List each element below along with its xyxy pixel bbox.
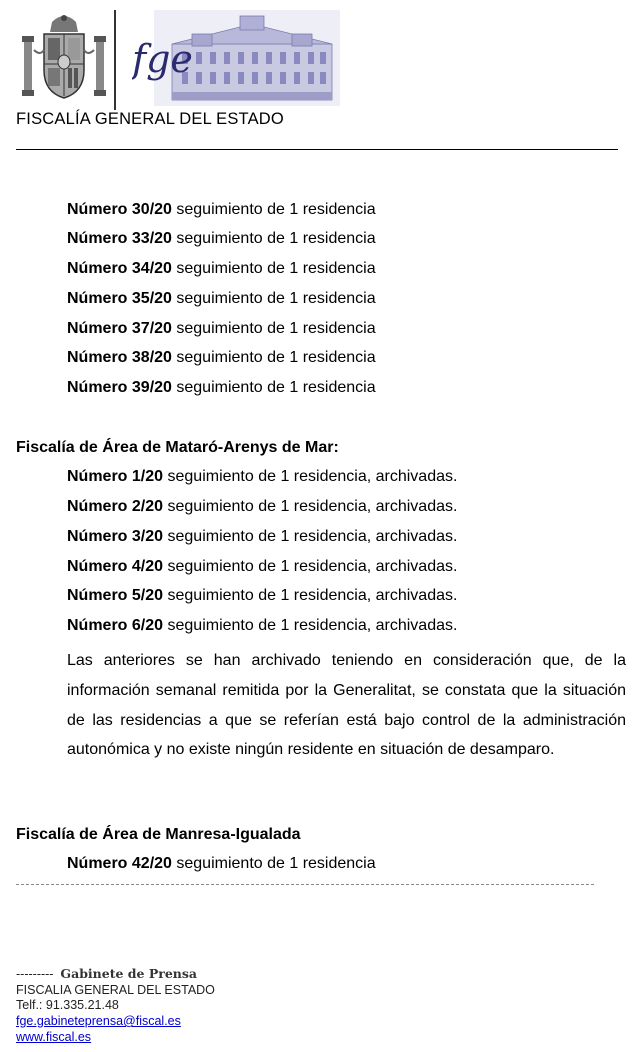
section-heading-manresa: Fiscalía de Área de Manresa-Igualada [16, 826, 301, 843]
list-item [67, 854, 376, 874]
case-text: seguimiento de 1 residencia [171, 260, 376, 277]
case-number: Número 2/20 [67, 498, 164, 515]
case-text: seguimiento de 1 residencia [171, 855, 376, 872]
document-header [16, 6, 636, 112]
archive-paragraph: Las anteriores se han archivado teniendo en consideración que, de la información semanal remitida por la Generalitat, se constata que la situación de las residencias a que se referían está bajo control de la administración autonómica y no existe ningún residente en situación de desamparo. [67, 652, 626, 759]
footer-title-line [16, 966, 215, 983]
list-item [67, 200, 376, 220]
case-text: seguimiento de 1 residencia, archivadas. [163, 558, 458, 575]
footer-title: Gabinete de Prensa [60, 966, 198, 981]
case-number: Número 1/20 [67, 468, 164, 485]
footer-org: FISCALIA GENERAL DEL ESTADO [16, 982, 215, 997]
case-text: seguimiento de 1 residencia, archivadas. [163, 498, 458, 515]
svg-text:fge: fge [132, 37, 193, 81]
list-item [67, 348, 376, 368]
case-number: Número 6/20 [67, 617, 164, 634]
list-item [67, 557, 457, 577]
list-item [67, 319, 376, 339]
case-text: seguimiento de 1 residencia [171, 201, 376, 218]
case-number: Número 35/20 [67, 290, 172, 307]
list-item [67, 616, 457, 636]
list-item [67, 467, 457, 487]
case-text: seguimiento de 1 residencia, archivadas. [163, 587, 458, 604]
case-number: Número 3/20 [67, 528, 164, 545]
case-number: Número 34/20 [67, 260, 172, 277]
case-text: seguimiento de 1 residencia, archivadas. [163, 528, 458, 545]
case-text: seguimiento de 1 residencia, archivadas. [163, 468, 458, 485]
case-number: Número 5/20 [67, 587, 164, 604]
list-item [67, 527, 457, 547]
case-number: Número 39/20 [67, 379, 172, 396]
list-item [67, 259, 376, 279]
case-text: seguimiento de 1 residencia [171, 349, 376, 366]
footer-web-link[interactable]: www.fiscal.es [16, 1029, 92, 1044]
list-item [67, 289, 376, 309]
header-rule [16, 149, 618, 150]
press-footer [16, 966, 215, 1046]
case-number: Número 30/20 [67, 201, 172, 218]
case-number: Número 42/20 [67, 855, 172, 872]
footer-phone: Telf.: 91.335.21.48 [16, 998, 119, 1013]
list-item [67, 586, 457, 606]
section-heading-mataro: Fiscalía de Área de Mataró-Arenys de Mar: [16, 439, 339, 456]
dashed-separator [16, 884, 594, 885]
case-number: Número 38/20 [67, 349, 172, 366]
case-text: seguimiento de 1 residencia [171, 290, 376, 307]
case-text: seguimiento de 1 residencia [171, 379, 376, 396]
fge-logo [132, 10, 340, 106]
case-text: seguimiento de 1 residencia [171, 230, 376, 247]
list-item [67, 229, 376, 249]
footer-dashes: --------- [16, 967, 54, 981]
case-number: Número 33/20 [67, 230, 172, 247]
list-item [67, 378, 376, 398]
case-text: seguimiento de 1 residencia [171, 320, 376, 337]
case-number: Número 4/20 [67, 558, 164, 575]
case-text: seguimiento de 1 residencia, archivadas. [163, 617, 458, 634]
org-title: FISCALÍA GENERAL DEL ESTADO [16, 110, 284, 128]
header-divider [114, 10, 116, 110]
list-item [67, 497, 457, 517]
coat-of-arms-logo [22, 10, 106, 104]
footer-email-link[interactable]: fge.gabineteprensa@fiscal.es [16, 1014, 181, 1029]
case-number: Número 37/20 [67, 320, 172, 337]
